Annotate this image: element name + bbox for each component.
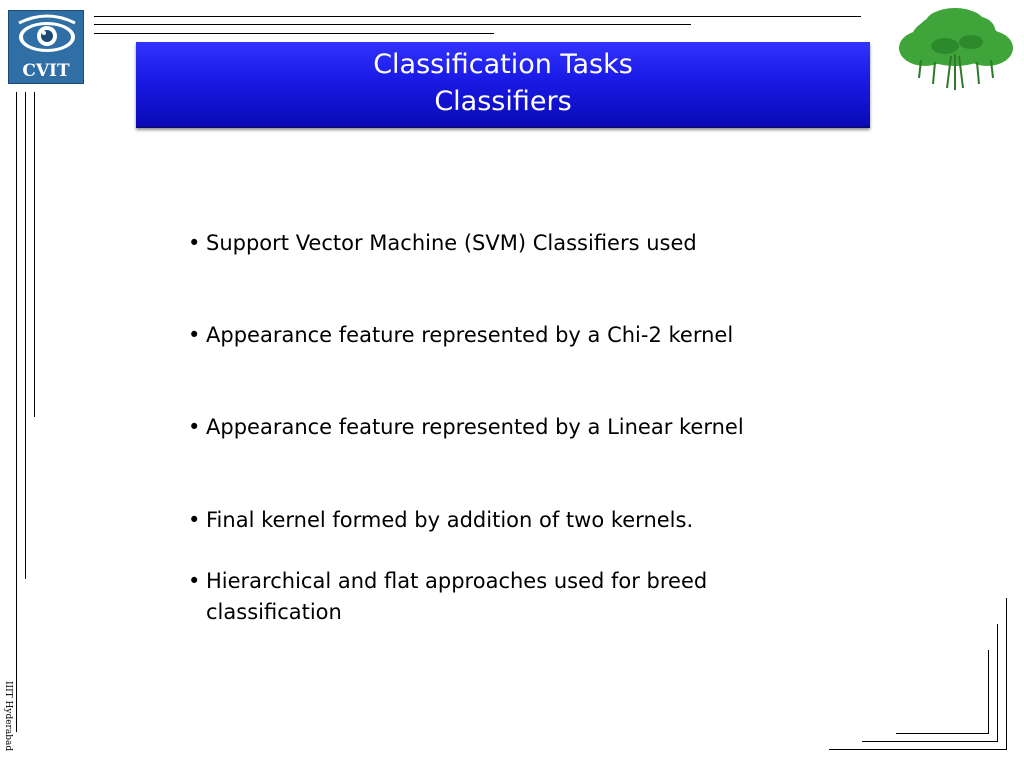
top-rule-2	[94, 24, 691, 25]
tree-logo-icon	[895, 6, 1017, 94]
corner-rule-h1	[829, 749, 1007, 750]
top-rule-3	[94, 33, 494, 34]
bullet-text: Hierarchical and flat approaches used for breed	[206, 569, 708, 593]
corner-rule-h2	[862, 741, 998, 742]
bullet-item	[188, 505, 693, 536]
bullet-dot-icon: •	[188, 508, 201, 532]
title-banner	[136, 42, 870, 128]
bullet-text: Support Vector Machine (SVM) Classifiers used	[206, 231, 697, 255]
slide-subtitle: Classifiers	[434, 86, 572, 117]
top-rule-1	[94, 16, 861, 17]
bullet-item	[188, 412, 744, 443]
corner-rule-h3	[896, 733, 989, 734]
left-rule-2	[25, 92, 26, 579]
bullet-text: Appearance feature represented by a Chi-2 kernel	[206, 323, 734, 347]
side-label: IIIT Hyderabad	[3, 681, 13, 752]
left-rule-1	[16, 92, 17, 732]
corner-rule-v2	[997, 624, 998, 742]
corner-rule-v1	[1006, 598, 1007, 750]
slide-title: Classification Tasks	[373, 49, 633, 80]
cvit-logo-text: CVIT	[22, 61, 70, 81]
left-rule-3	[34, 92, 35, 417]
bullet-dot-icon: •	[188, 323, 201, 347]
bullet-item	[188, 320, 733, 351]
bullet-text: Appearance feature represented by a Linear kernel	[206, 415, 744, 439]
bullet-dot-icon: •	[188, 231, 201, 255]
bullet-text: Final kernel formed by addition of two kernels.	[206, 508, 694, 532]
cvit-logo	[8, 10, 84, 84]
bullet-text-continuation: classification	[206, 600, 342, 624]
corner-rule-v3	[988, 650, 989, 734]
bullet-dot-icon: •	[188, 569, 201, 593]
bullet-item	[188, 228, 697, 259]
bullet-item	[188, 566, 707, 628]
bullet-dot-icon: •	[188, 415, 201, 439]
